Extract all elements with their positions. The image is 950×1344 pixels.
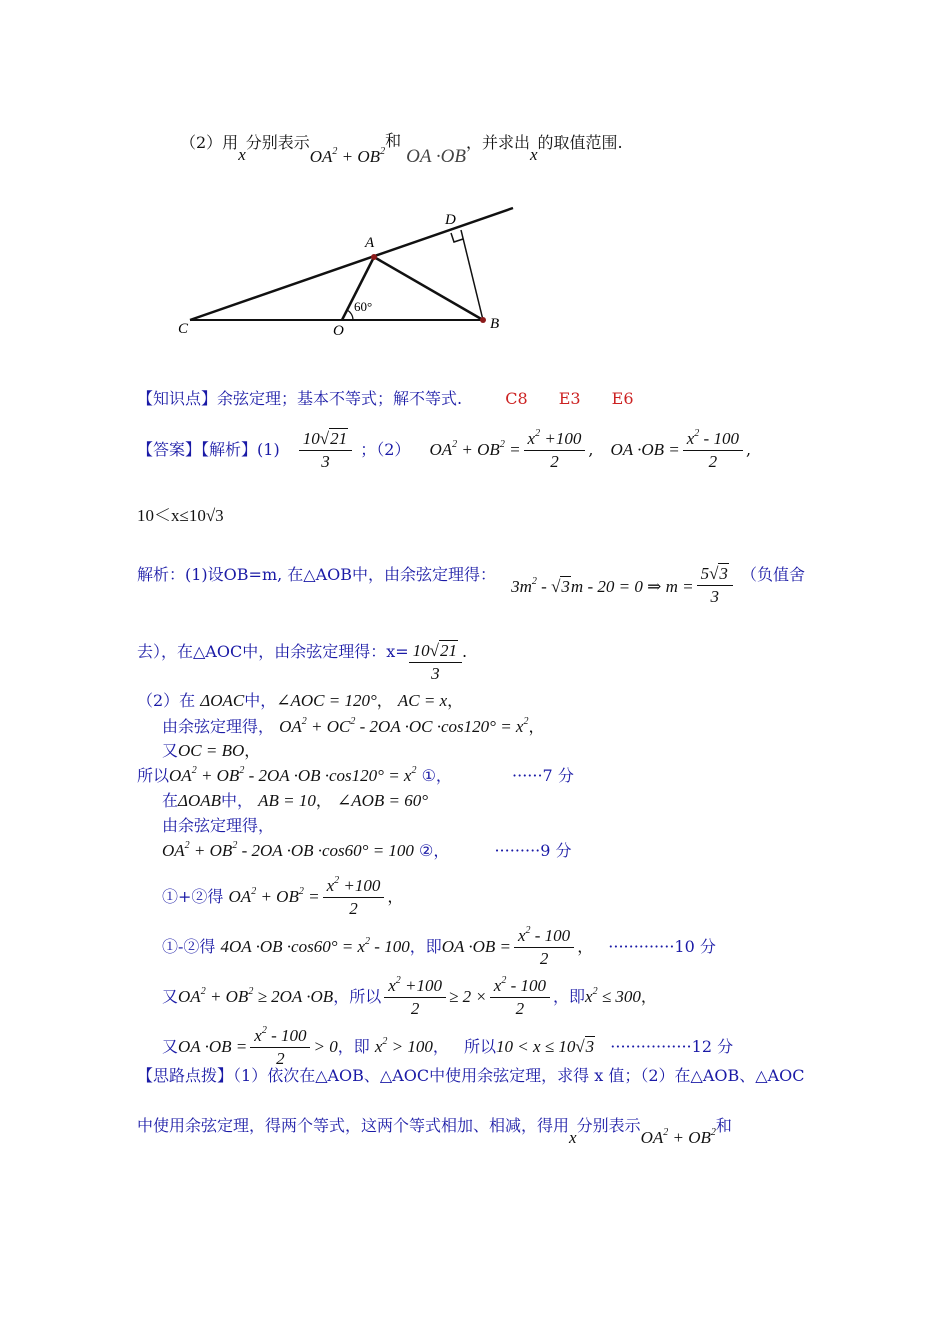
knowledge-points: 【知识点】余弦定理；基本不等式；解不等式. C8 E3 E6: [137, 389, 634, 408]
label-b: B: [490, 316, 500, 332]
analysis-s3-eq2: $OA^2 + OB^2 - 2OA \cdot OB \cdot\cos 60^\circ = 100$ ②， ·········9 分: [162, 840, 572, 860]
label-d: D: [445, 212, 456, 228]
analysis-s2: （2）在 ΔOAC中，∠AOC = 120°， AC = x，: [137, 691, 464, 710]
expr-oa-ob: OA ·OB: [406, 146, 466, 167]
analysis-diff: ①-②得 $4OA \cdot OB \cdot\cos 60^\circ = x^2 - 100$，即OA ·OB = $\frac{x^2 - 100}{2}$ ， ·············10 分: [162, 925, 716, 968]
var-x: x: [238, 145, 246, 164]
analysis-s2-cos: 由余弦定理得， $OA^2 + OC^2 - 2OA \cdot OC \cdot\cos 120^\circ = x^2$，: [162, 716, 545, 736]
answer-range: 10＜x≤10√3: [137, 506, 224, 525]
question-2: （2）用x分别表示$OA^2 + OB^2$和 OA ·OB，并求出x的取值范围.: [180, 131, 623, 167]
analysis-part1: 解析：(1)设OB=m, 在△AOB中，由余弦定理得： $3m^2 - √3m - 20 = 0$ ⇒ m = $\frac{5√3}{3}$ （负值舍: [137, 564, 806, 606]
answer-line: 【答案】【解析】(1) $\frac{10√21}{3}$ ；（2） $OA^2 + OB^2$ = $\frac{x^2 +100}{2}$ , OA ·OB = $\frac{x^2 - 100}{2}$ ,: [137, 428, 752, 471]
label-o: O: [333, 323, 344, 339]
analysis-s3: 在ΔOAB中， AB = 10， ∠AOB = 60°: [162, 791, 429, 810]
analysis-s3-cos: 由余弦定理得，: [162, 816, 275, 835]
label-c: C: [178, 321, 189, 337]
analysis-final: 又OA ·OB = $\frac{x^2 - 100}{2}$ > 0，即 $x^2 > 100$， 所以10 < x ≤ 10√3 ················12 分: [162, 1025, 734, 1068]
analysis-s2-also: 又OC = BO，: [162, 741, 261, 760]
tips-line1: 【思路点拨】（1）依次在△AOB、△AOC中使用余弦定理，求得 x 值；（2）在△AOB、△AOC: [137, 1066, 805, 1085]
label-angle: 60°: [354, 299, 373, 314]
label-a: A: [365, 235, 375, 251]
analysis-ineq: 又$OA^2 + OB^2 \ge 2OA \cdot OB$，所以 $\frac{x^2 +100}{2}$ ≥ 2 × $\frac{x^2 - 100}{2}$ ，即$x^2 \le 300$，: [162, 975, 657, 1018]
triangle-figure: [170, 200, 530, 370]
analysis-part1-cont: 去），在△AOC中，由余弦定理得：x= $\frac{10√21}{3}$ .: [137, 641, 468, 683]
expr-oa2-ob2: $OA^2 + OB^2$: [309, 146, 386, 166]
analysis-s2-eq1: 所以$OA^2 + OB^2 - 2OA \cdot OB \cdot\cos 120^\circ = x^2$ ①， ······7 分: [137, 765, 574, 785]
analysis-sum: ①+②得 $OA^2 + OB^2$ = $\frac{x^2 +100}{2}$ ，: [162, 875, 404, 918]
tips-line2: 中使用余弦定理，得两个等式，这两个等式相加、相减，得用x分别表示$OA^2 + OB^2$和: [137, 1116, 732, 1147]
